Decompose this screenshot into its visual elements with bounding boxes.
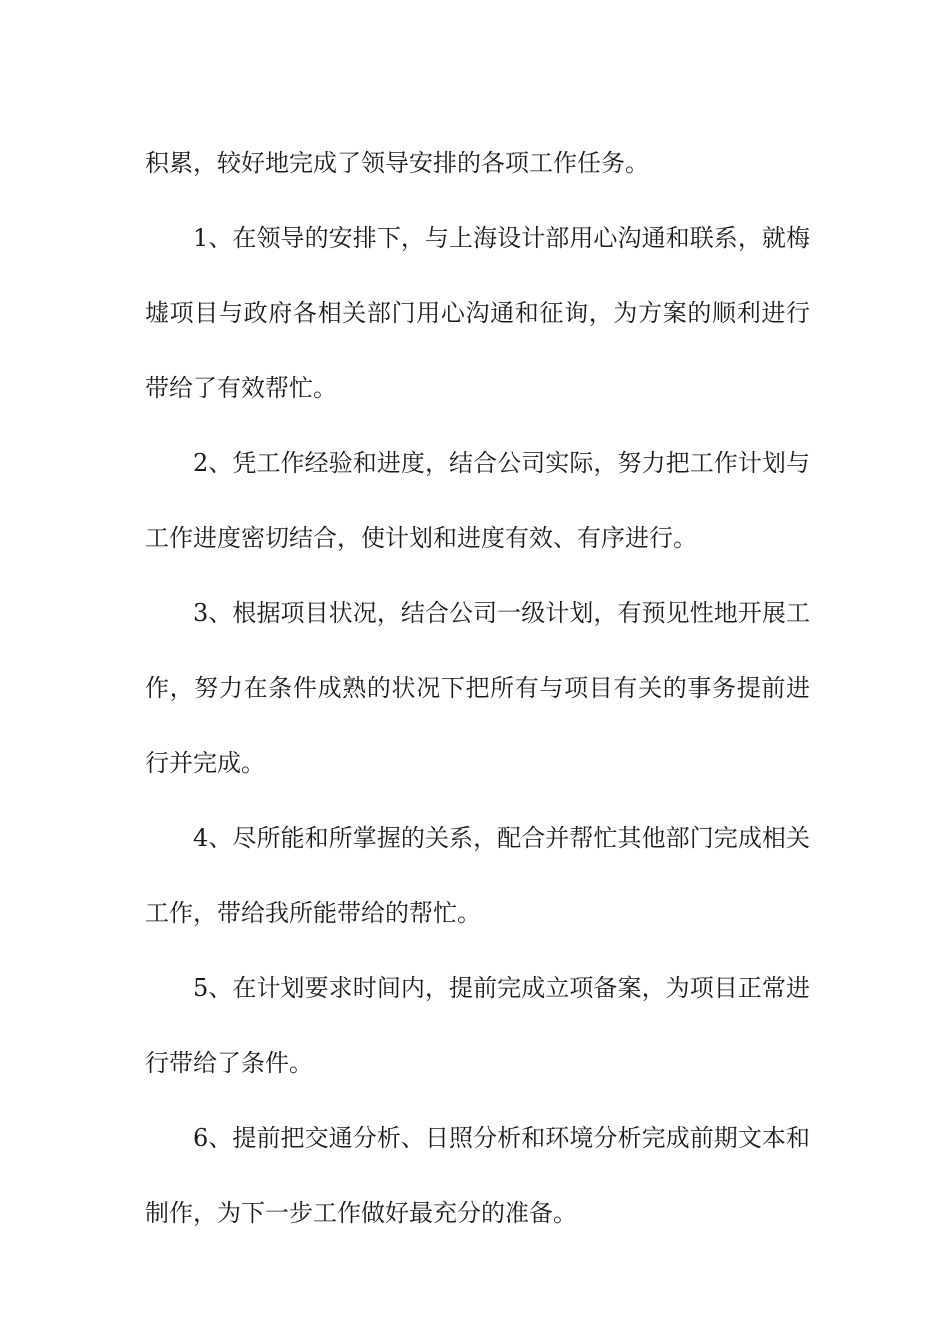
paragraph-continuation: 积累，较好地完成了领导安排的各项工作任务。 [145,149,649,177]
paragraph-item-3: 3、根据项目状况，结合公司一级计划，有预见性地开展工作，努力在条件成熟的状况下把所有与项目有关的事务提前进行并完成。 [145,599,810,777]
document-page [145,126,810,1251]
paragraph-item-6: 6、提前把交通分析、日照分析和环境分析完成前期文本和制作，为下一步工作做好最充分的准备。 [145,1124,810,1227]
paragraph-item-2: 2、凭工作经验和进度，结合公司实际，努力把工作计划与工作进度密切结合，使计划和进度有效、有序进行。 [145,449,810,552]
paragraph-item-1: 1、在领导的安排下，与上海设计部用心沟通和联系，就梅墟项目与政府各相关部门用心沟通和征询，为方案的顺利进行带给了有效帮忙。 [145,224,810,402]
paragraph-item-4: 4、尽所能和所掌握的关系，配合并帮忙其他部门完成相关工作，带给我所能带给的帮忙。 [145,824,810,927]
paragraph-item-5: 5、在计划要求时间内，提前完成立项备案，为项目正常进行带给了条件。 [145,974,810,1077]
